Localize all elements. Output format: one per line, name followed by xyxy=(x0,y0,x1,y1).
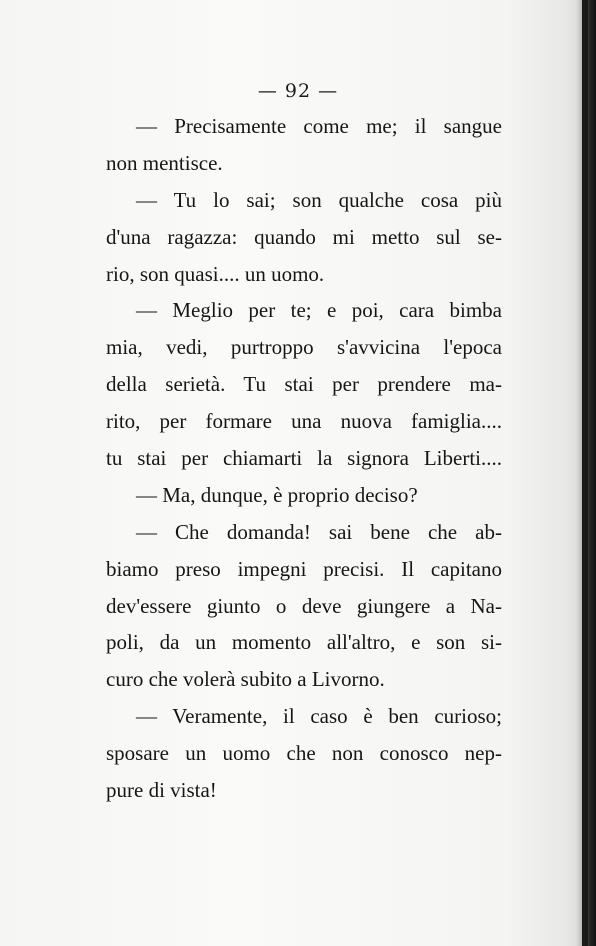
text-line: tu stai per chiamarti la signora Liberti.... xyxy=(106,446,502,471)
text-line: non mentisce. xyxy=(106,150,223,175)
text-line: — Veramente, il caso è ben curioso; xyxy=(136,704,502,729)
text-line: — Ma, dunque, è proprio deciso? xyxy=(136,482,418,507)
page-binding-edge xyxy=(582,0,588,946)
text-line: dev'essere giunto o deve giungere a Na- xyxy=(106,593,502,618)
text-line: biamo preso impegni precisi. Il capitano xyxy=(106,556,502,581)
text-line: d'una ragazza: quando mi metto sul se- xyxy=(106,224,502,249)
text-line: — Precisamente come me; il sangue xyxy=(136,114,502,138)
text-line: rito, per formare una nuova famiglia.... xyxy=(106,409,502,434)
page-number: — 92 — xyxy=(257,80,339,102)
text-line: sposare un uomo che non conosco nep- xyxy=(106,741,502,766)
text-line: pure di vista! xyxy=(106,778,217,803)
text-line: mia, vedi, purtroppo s'avvicina l'epoca xyxy=(106,335,502,360)
text-line: — Meglio per te; e poi, cara bimba xyxy=(136,298,502,323)
text-line: — Tu lo sai; son qualche cosa più xyxy=(136,187,502,212)
body-text xyxy=(106,108,502,809)
text-line: curo che volerà subito a Livorno. xyxy=(106,667,385,692)
text-line: rio, son quasi.... un uomo. xyxy=(106,261,325,286)
text-line: della serietà. Tu stai per prendere ma- xyxy=(106,372,502,397)
text-line: — Che domanda! sai bene che ab- xyxy=(136,519,502,544)
text-line: poli, da un momento all'altro, e son si- xyxy=(106,630,502,655)
